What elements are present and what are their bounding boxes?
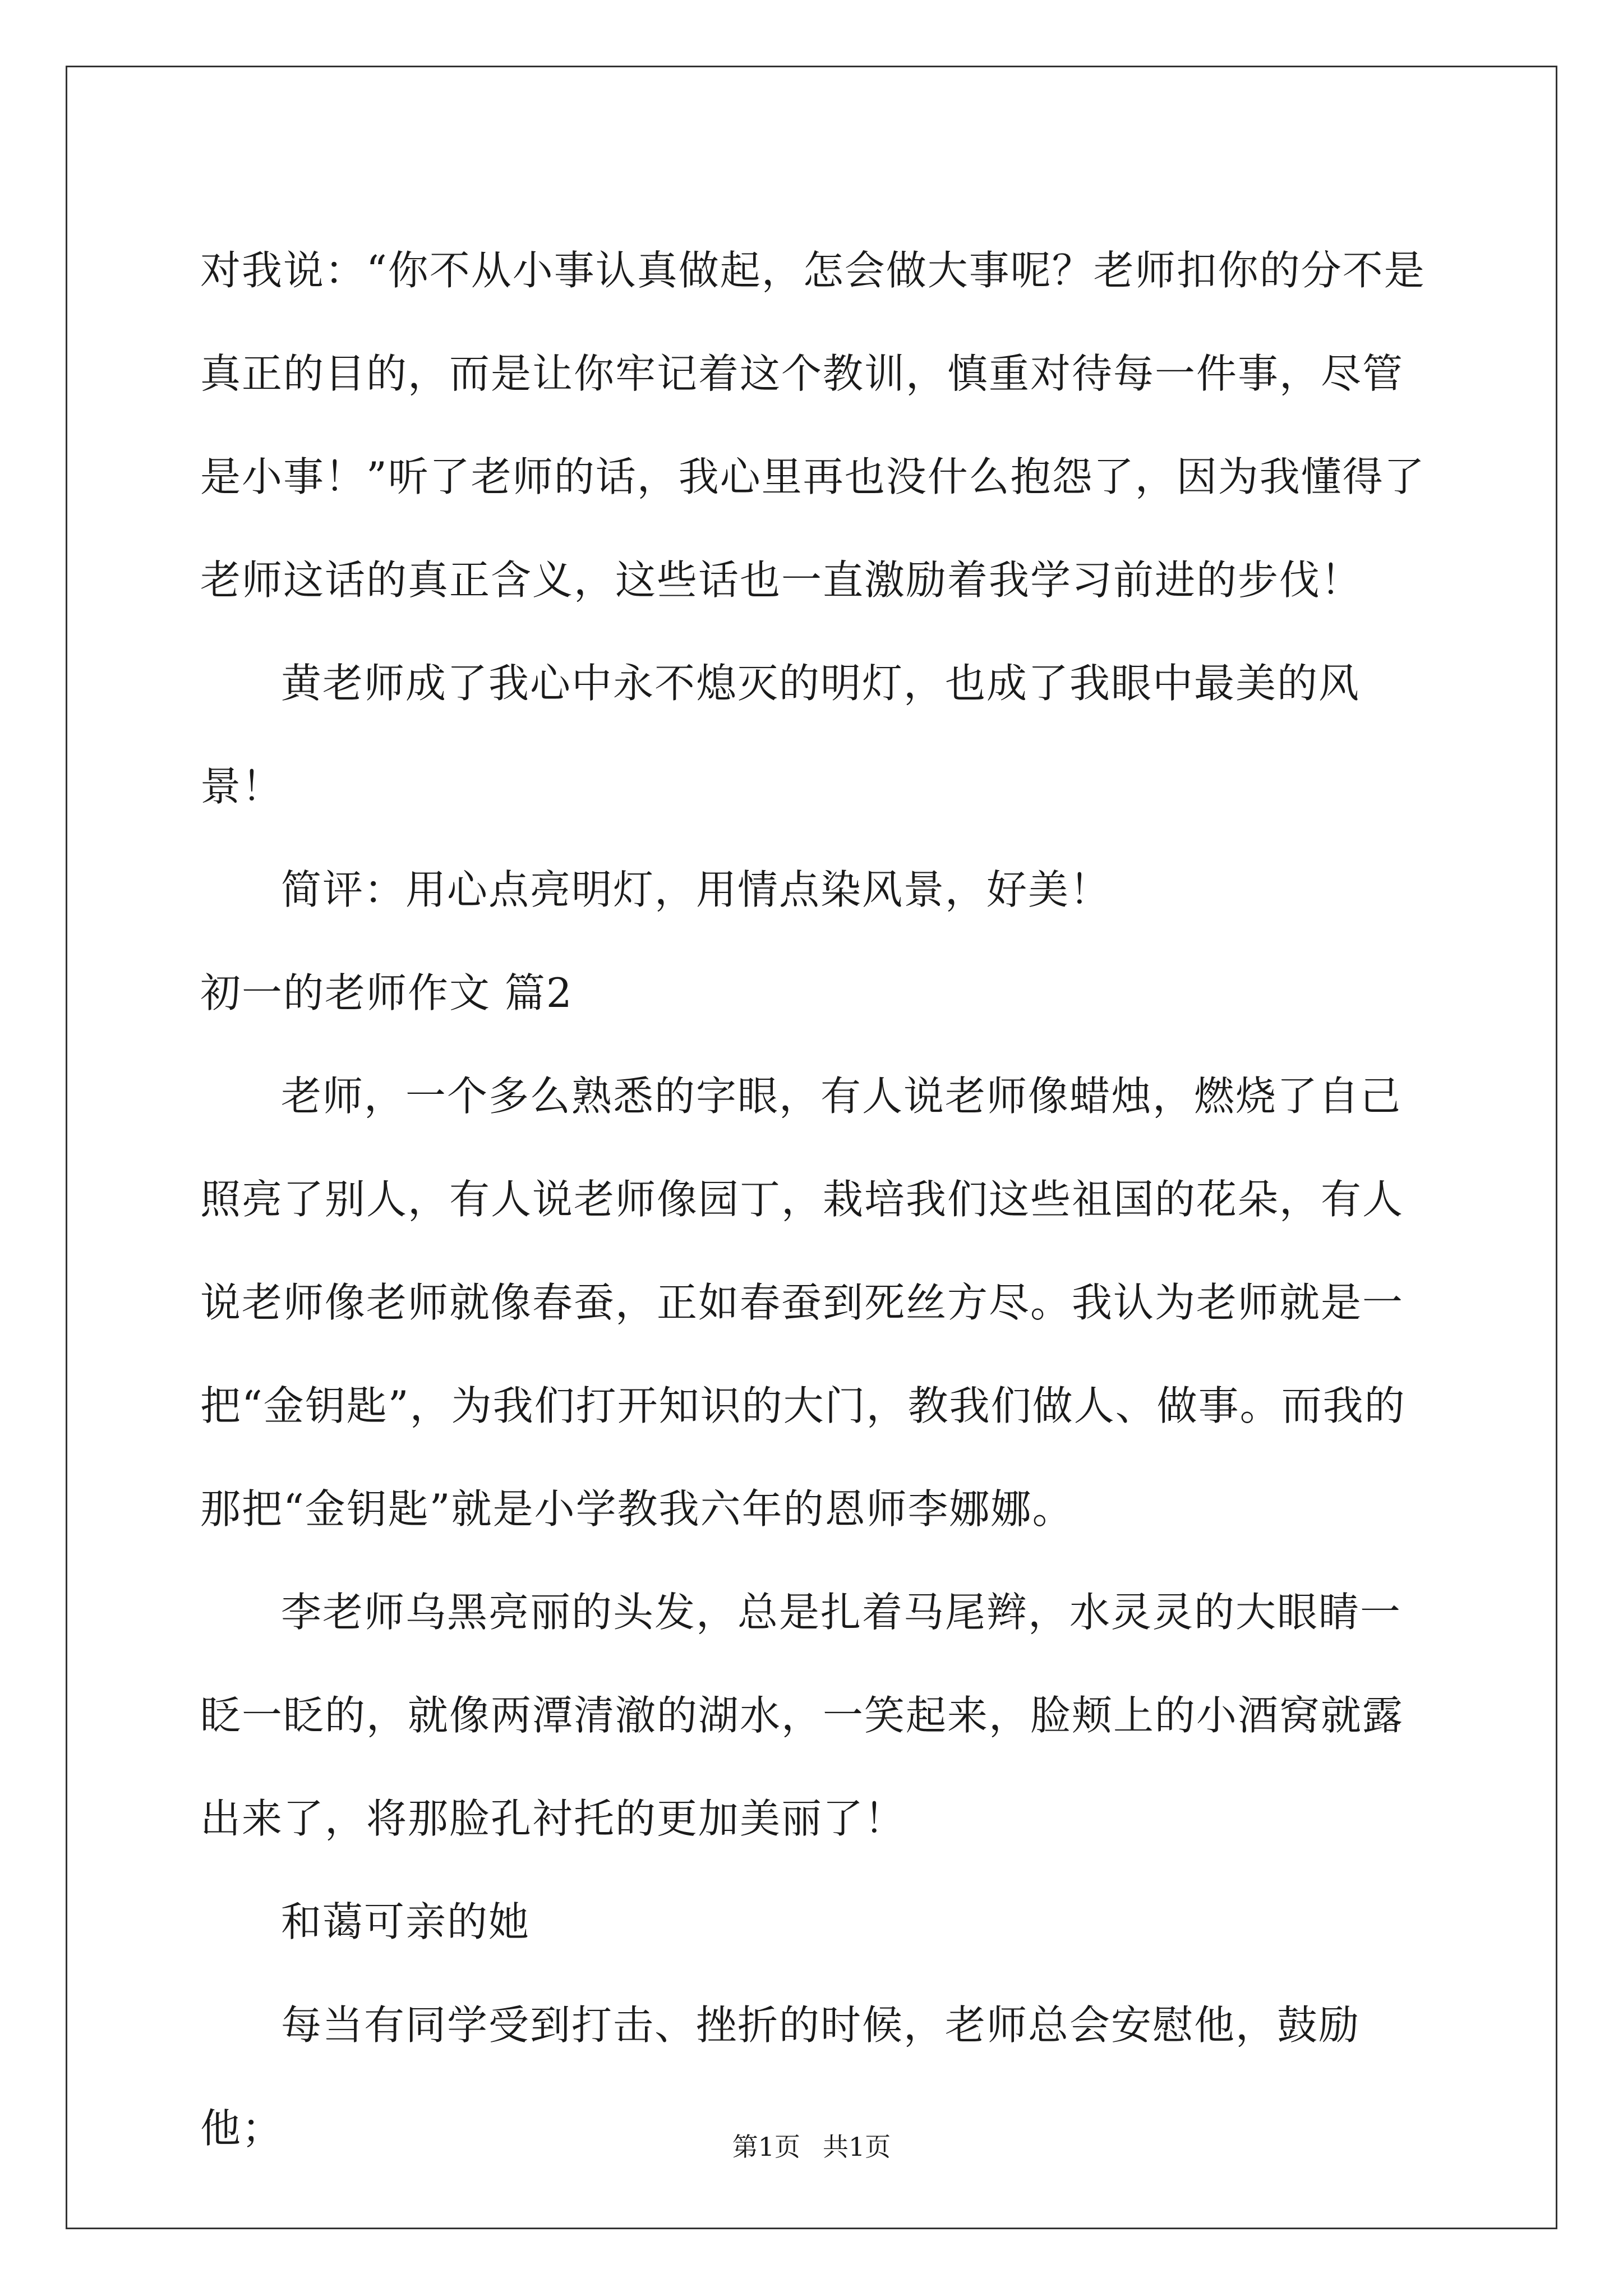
document-body bbox=[200, 219, 1434, 2180]
section-heading: 初一的老师作文 篇2 bbox=[200, 969, 573, 1016]
page-number: 第1页 bbox=[732, 2132, 800, 2162]
paragraph-teacher-appearance: 李老师乌黑亮丽的头发，总是扎着马尾辫，水灵灵的大眼睛一眨一眨的，就像两潭清澈的湖水，一笑起来，脸颊上的小酒窝就露出来了，将那脸孔衬托的更加美丽了！ bbox=[200, 1589, 1404, 1842]
paragraph-subheading-kind: 和蔼可亲的她 bbox=[281, 1898, 531, 1945]
paragraph-brief-comment: 简评：用心点亮明灯，用情点染风景，好美！ bbox=[281, 866, 1112, 913]
page-total: 共1页 bbox=[823, 2132, 891, 2162]
page-footer bbox=[0, 2130, 1623, 2164]
paragraph-golden-key: 老师，一个多么熟悉的字眼，有人说老师像蜡烛，燃烧了自己照亮了别人，有人说老师像园丁，栽培我们这些祖国的花朵，有人说老师像老师就像春蚕，正如春蚕到死丝方尽。我认为老师就是一把“金钥匙”，为我们打开知识的大门，教我们做人、做事。而我的那把“金钥匙”就是小学教我六年的恩师李娜娜。 bbox=[200, 1073, 1406, 1533]
paragraph-bright-lamp: 黄老师成了我心中永不熄灭的明灯，也成了我眼中最美的风景！ bbox=[200, 660, 1361, 810]
paragraph-comfort: 每当有同学受到打击、挫折的时候，老师总会安慰他，鼓励他； bbox=[200, 2001, 1361, 2152]
paragraph-continuation: 对我说：“你不从小事认真做起，怎会做大事呢？老师扣你的分不是真正的目的，而是让你牢记着这个教训，慎重对待每一件事，尽管是小事！”听了老师的话，我心里再也没什么抱怨了，因为我懂得了老师这话的真正含义，这些话也一直激励着我学习前进的步伐！ bbox=[200, 247, 1426, 604]
